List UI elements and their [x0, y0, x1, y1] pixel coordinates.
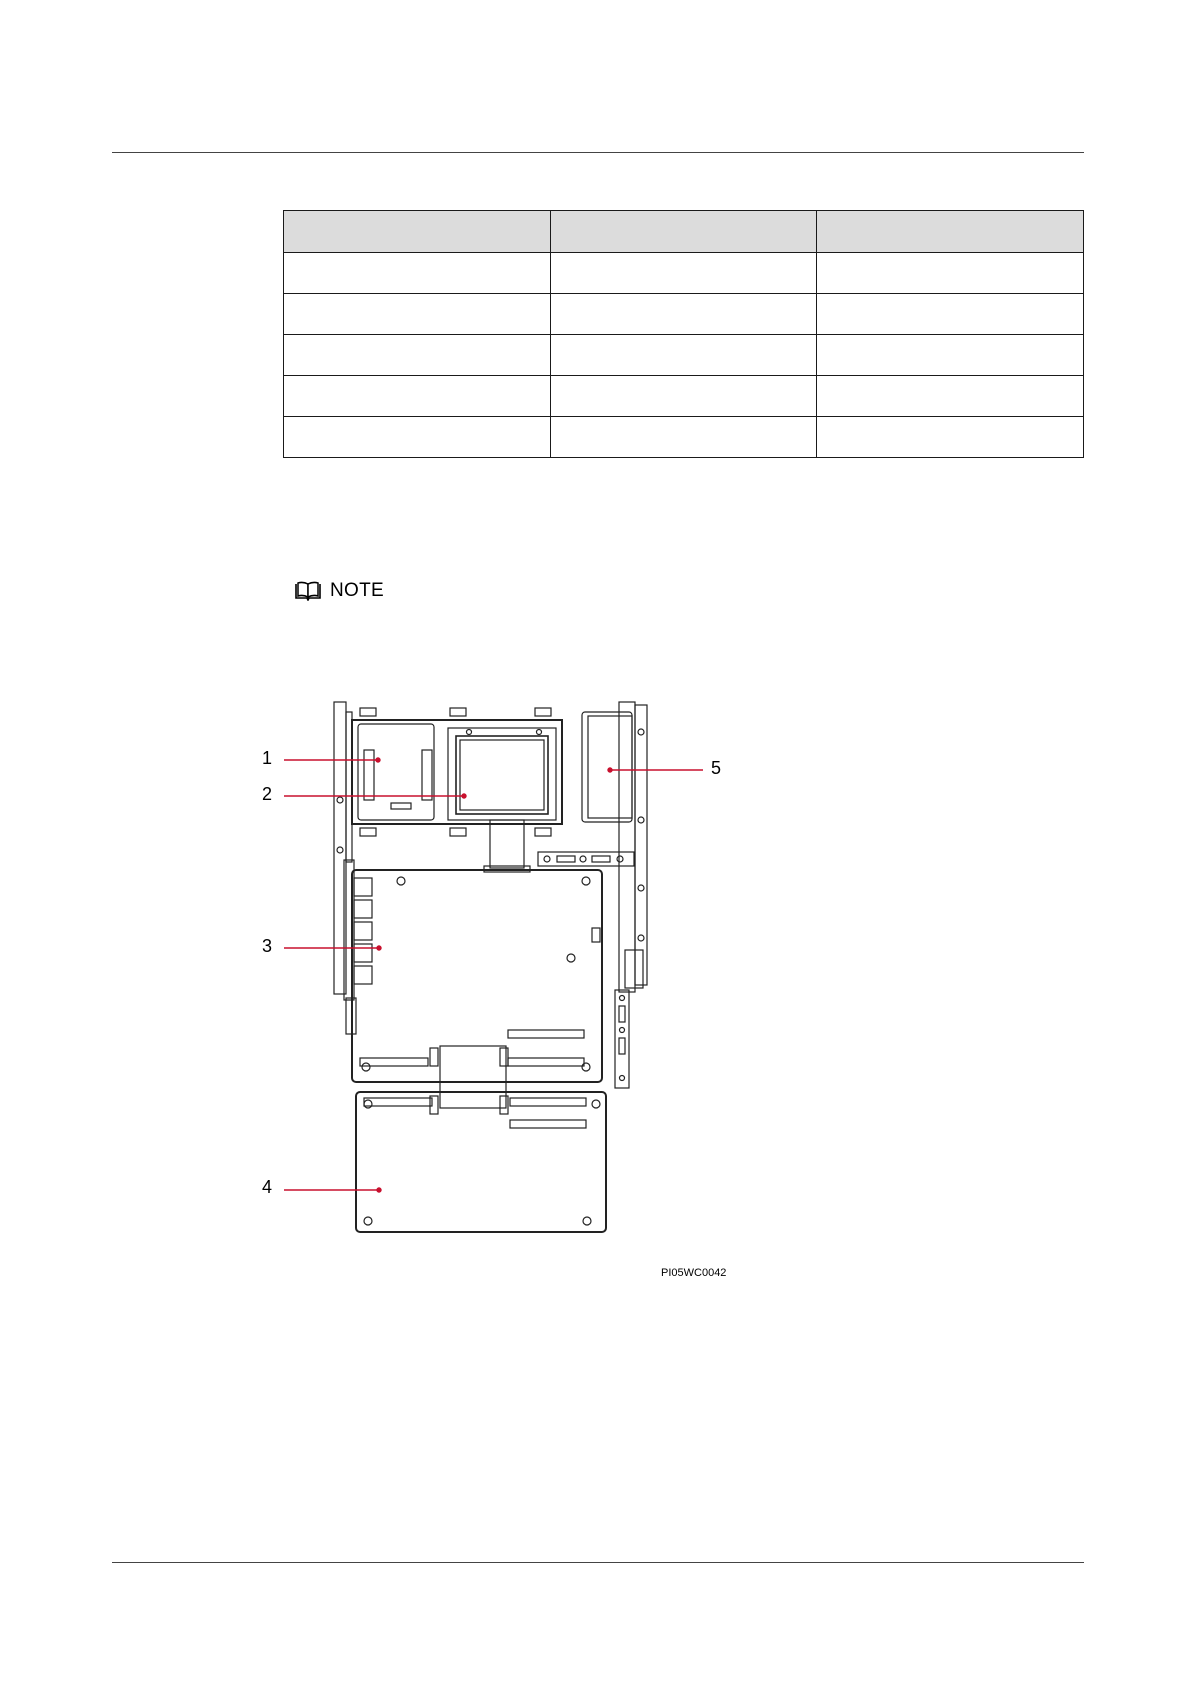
note-label: NOTE: [330, 580, 384, 601]
book-icon: [294, 581, 322, 601]
vertical-bracket: [615, 990, 629, 1088]
table-header-row: [284, 211, 1084, 253]
figure-id: PI05WC0042: [661, 1267, 727, 1279]
spec-table: [283, 210, 1084, 458]
table-cell: [550, 417, 817, 458]
note-heading: [294, 580, 384, 602]
table-cell: [550, 376, 817, 417]
callout-1: 1: [262, 748, 273, 768]
component-figure: [262, 700, 740, 1290]
table-cell: [817, 376, 1084, 417]
table-header-cell: [550, 211, 817, 253]
component-drawing: [270, 700, 740, 1290]
table-cell: [817, 253, 1084, 294]
table-cell: [284, 294, 551, 335]
callout-2: 2: [262, 784, 273, 804]
lower-board: [356, 1092, 606, 1232]
table-cell: [550, 335, 817, 376]
footer-rule: [112, 1562, 1084, 1563]
callout-5: 5: [711, 758, 722, 778]
table-cell: [550, 253, 817, 294]
table-row: [284, 376, 1084, 417]
table-cell: [817, 335, 1084, 376]
callout-3: 3: [262, 936, 273, 956]
ribbon-cable-upper: [484, 820, 530, 872]
table-header-cell: [284, 211, 551, 253]
table-cell: [817, 417, 1084, 458]
table-row: [284, 294, 1084, 335]
callout-4: 4: [262, 1177, 273, 1197]
table-row: [284, 253, 1084, 294]
main-board: [346, 870, 602, 1082]
ribbon-cable-lower: [440, 1046, 506, 1108]
table-cell: [550, 294, 817, 335]
side-enclosure: [582, 702, 647, 992]
table-cell: [284, 253, 551, 294]
table-header-cell: [817, 211, 1084, 253]
display-assembly: [352, 708, 562, 836]
table-row: [284, 417, 1084, 458]
table-cell: [284, 417, 551, 458]
table-cell: [284, 335, 551, 376]
table-cell: [817, 294, 1084, 335]
table-cell: [284, 376, 551, 417]
header-rule: [112, 152, 1084, 153]
table-row: [284, 335, 1084, 376]
